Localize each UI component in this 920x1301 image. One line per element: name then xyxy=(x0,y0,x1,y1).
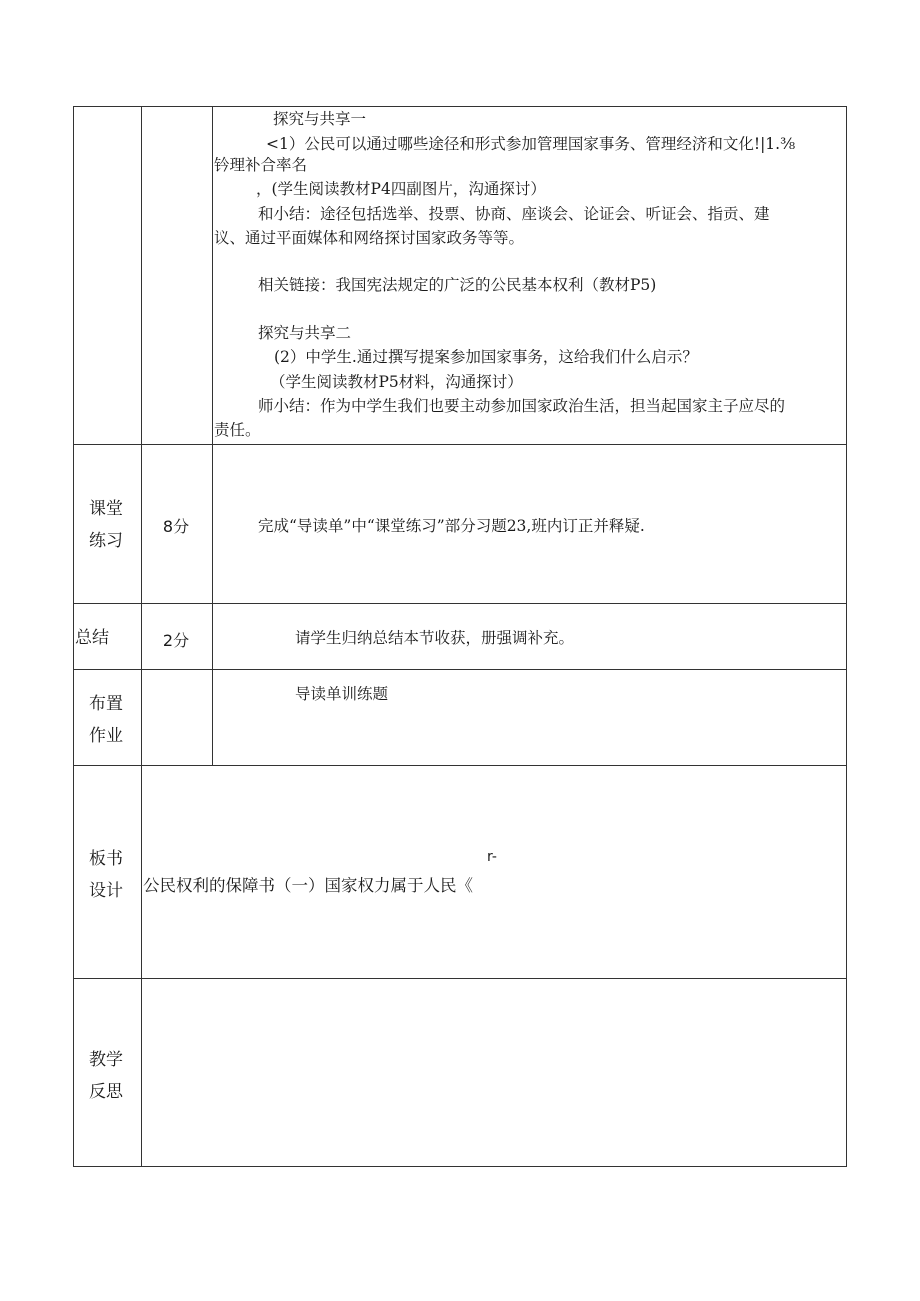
summary-label: 总结 xyxy=(75,628,109,648)
practice-time: 8分 xyxy=(162,517,190,536)
summary2-line1: 师小结：作为中学生我们也要主动参加国家政治生活，担当起国家主子应尽的 xyxy=(258,397,786,415)
explore2-title: 探究与共享二 xyxy=(258,324,352,342)
reflection-label-line1: 教学 xyxy=(89,1050,123,1070)
row-divider-homework xyxy=(73,669,847,670)
column-divider-2 xyxy=(212,106,213,766)
explore1-title: 探究与共享一 xyxy=(273,110,367,128)
practice-content: 完成“导读单”中“课堂练习”部分习题23,班内订正并释疑. xyxy=(258,517,645,535)
related-link: 相关链接：我国宪法规定的广泛的公民基本权利（教材P5) xyxy=(258,276,657,294)
board-label-line1: 板书 xyxy=(89,849,123,869)
explore1-question-line1: <1）公民可以通过哪些途径和形式参加管理国家事务、管理经济和文化!|1.⅜ xyxy=(266,135,796,153)
summary1-line1: 和小结：途径包括选举、投票、协商、座谈会、论证会、听证会、指贡、建 xyxy=(258,205,770,223)
summary1-line2: 议、通过平面媒体和网络探讨国家政务等等。 xyxy=(214,229,525,247)
explore2-note: （学生阅读教材P5材料，沟通探讨） xyxy=(270,373,523,391)
reflection-label xyxy=(74,1044,138,1108)
row-divider-reflection xyxy=(73,978,847,979)
explore2-question: (2）中学生.通过撰写提案参加国家事务，这给我们什么启示？ xyxy=(274,348,698,366)
practice-label xyxy=(74,493,138,557)
summary-content: 请学生归纳总结本节收获，册强调补充。 xyxy=(295,629,575,647)
explore1-question-line2: 钤理补合率名 xyxy=(214,156,308,174)
table-top-border xyxy=(73,106,847,107)
homework-label xyxy=(74,688,138,752)
board-content: 公民权利的保障书（一）国家权力属于人民《 xyxy=(143,876,473,895)
explore1-note: ，(学生阅读教材P4四副图片，沟通探讨） xyxy=(256,180,546,198)
homework-label-line2: 作业 xyxy=(89,726,123,746)
table-bottom-border xyxy=(73,1166,847,1167)
summary2-line2: 责任。 xyxy=(214,421,261,439)
row-divider-practice xyxy=(73,444,847,445)
board-label-line2: 设计 xyxy=(89,881,123,901)
practice-label-line2: 练习 xyxy=(89,531,123,551)
board-label xyxy=(74,843,138,907)
row-divider-summary xyxy=(73,603,847,604)
homework-content: 导读单训练题 xyxy=(295,685,389,703)
board-mark: r- xyxy=(487,849,497,865)
practice-label-line1: 课堂 xyxy=(89,499,123,519)
summary-time: 2分 xyxy=(162,631,190,650)
table-right-border xyxy=(846,106,847,1167)
homework-label-line1: 布置 xyxy=(89,694,123,714)
reflection-label-line2: 反思 xyxy=(89,1082,123,1102)
row-divider-board xyxy=(73,765,847,766)
